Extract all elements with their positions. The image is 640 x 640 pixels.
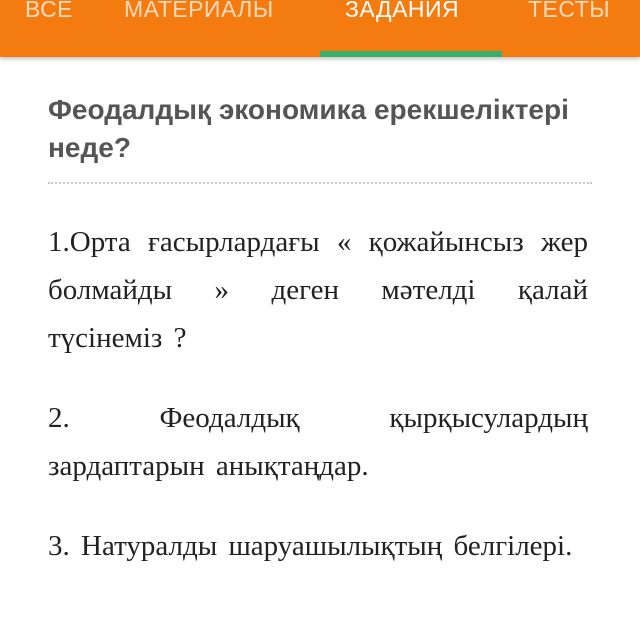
tab-materials[interactable]: МАТЕРИАЛЫ [124,0,274,22]
divider [48,182,592,184]
tab-bar [0,0,640,57]
question-2: 2. Феодалдық қырқысулардың зардаптарын анықтаңдар. [48,402,588,482]
question-1: 1.Орта ғасырлардағы « қожайынсыз жер болмайды » деген мәтелді қалай түсінеміз ? [48,226,588,354]
active-tab-indicator [320,51,502,57]
tab-tasks[interactable]: ЗАДАНИЯ [345,0,460,22]
question-3: 3. Натуралды шаруашылықтың белгілері. [48,530,573,562]
tab-all[interactable]: ВСЕ [25,0,74,22]
tab-tests[interactable]: ТЕСТЫ [528,0,611,22]
task-content [48,218,588,570]
task-title: Феодалдық экономика ерекшеліктері неде? [48,94,569,163]
